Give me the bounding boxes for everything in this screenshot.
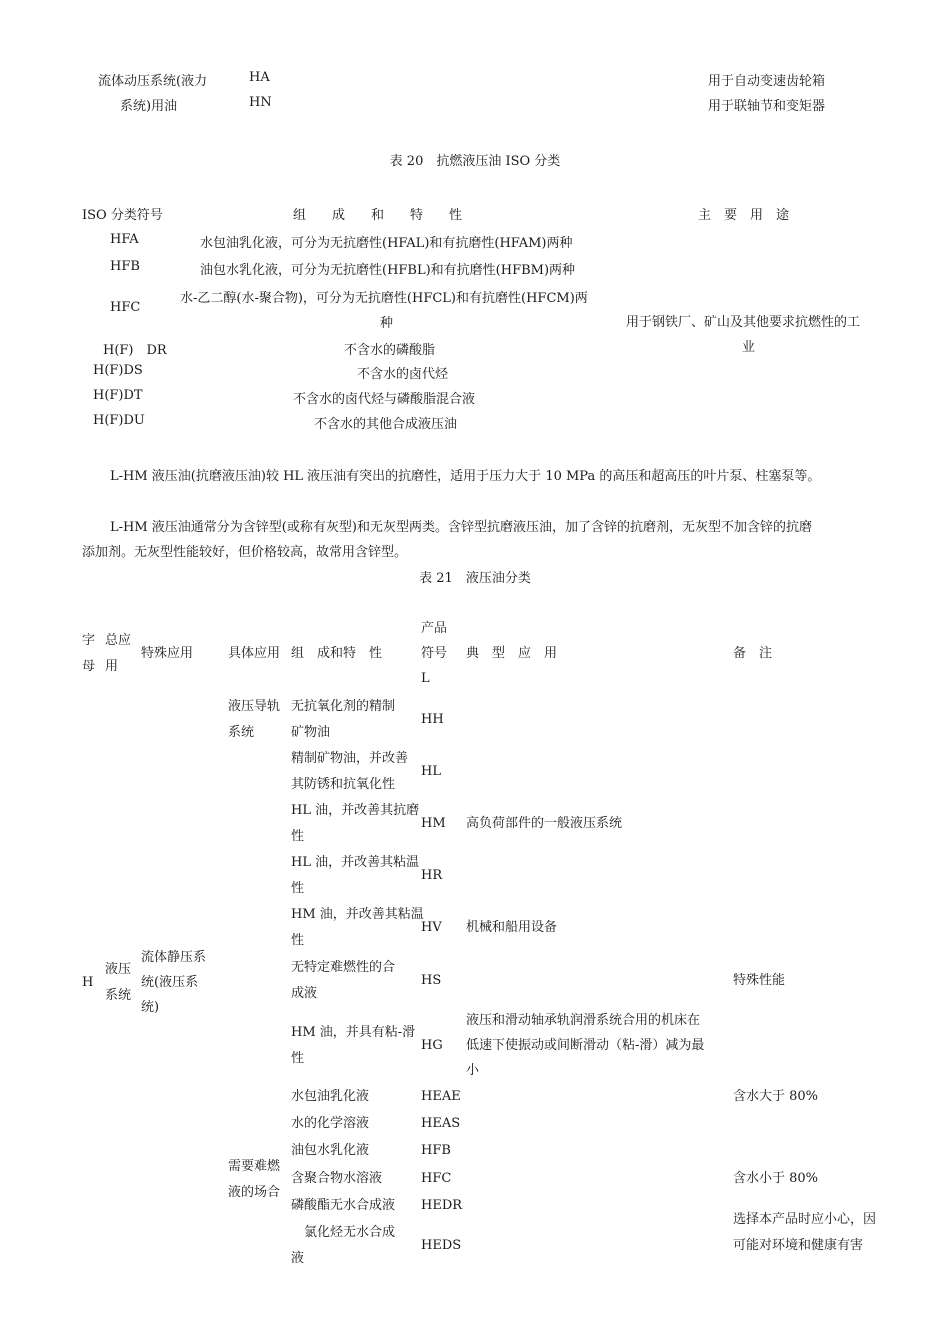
paragraph-2: L-HM 液压油通常分为含锌型(或称有灰型)和无灰型两类。含锌型抗磨液压油，加了含锌的抗磨剂，无灰型不加含锌的抗磨添加剂。无灰型性能较好，但价格较高，故常用含锌型。: [82, 520, 812, 560]
t21-row-heae-comp: 水包油乳化液: [291, 1089, 370, 1104]
t21-general-1: 液压: [105, 962, 132, 977]
t21-row-heds-remark-2: 可能对环境和健康有害: [733, 1238, 864, 1253]
t21-row-hm-code: HM: [421, 816, 446, 831]
table20-row-hfc-code: HFC: [110, 300, 141, 315]
t21-row-hr-comp-2: 性: [291, 881, 305, 896]
t21-row-hv-typical: 机械和船用设备: [466, 920, 558, 935]
table20-row-hfdr-code: H(F) DR: [103, 343, 167, 358]
t21-specific-1-line-1: 液压导轨: [228, 699, 281, 714]
paragraph-1: L-HM 液压油(抗磨液压油)较 HL 液压油有突出的抗磨性，适用于压力大于 10 MPa 的高压和超高压的叶片泵、柱塞泵等。: [110, 469, 821, 484]
top-row-1-name: 流体动压系统(液力: [98, 74, 208, 89]
t21-row-hv-comp-2: 性: [291, 933, 305, 948]
table20-row-hfa-code: HFA: [110, 232, 139, 247]
t21-row-hv-comp-1: HM 油，并改善其粘温: [291, 907, 424, 922]
t21-row-heas-comp: 水的化学溶液: [291, 1116, 370, 1131]
table20-header-use: 主 要 用 途: [698, 208, 790, 223]
t21-row-hm-comp-1: HL 油，并改善其抗磨: [291, 803, 420, 818]
table20-caption: 表 20 抗燃液压油 ISO 分类: [389, 154, 561, 169]
t21-general-2: 系统: [105, 988, 132, 1003]
t21-row-hg-comp-1: HM 油，并具有粘-滑: [291, 1025, 416, 1040]
t21-header-general-1: 总应: [105, 633, 132, 648]
t21-row-hedr-code: HEDR: [421, 1198, 463, 1213]
t21-specific-2-line-1: 需要难燃: [228, 1159, 281, 1174]
table20-use-line-2: 业: [742, 340, 756, 355]
t21-row-hfc-comp: 含聚合物水溶液: [291, 1171, 383, 1186]
t21-row-hfc-code: HFC: [421, 1171, 452, 1186]
t21-row-hfc-remark: 含水小于 80%: [733, 1171, 819, 1186]
t21-header-special: 特殊应用: [141, 646, 194, 661]
t21-row-hl-comp-1: 精制矿物油，并改善: [291, 751, 409, 766]
table20-header-code: ISO 分类符号: [82, 208, 163, 223]
t21-row-hg-typical-1: 液压和滑动轴承轨润滑系统合用的机床在: [466, 1013, 701, 1028]
t21-row-hfb-comp: 油包水乳化液: [291, 1143, 370, 1158]
t21-specific-1-line-2: 系统: [228, 725, 255, 740]
t21-header-code-2: 符号: [421, 646, 448, 661]
top-row-1-use: 用于自动变速齿轮箱: [708, 74, 826, 89]
t21-row-heae-remark: 含水大于 80%: [733, 1089, 819, 1104]
t21-row-hg-typical-2: 低速下使振动或间断滑动（粘-滑）减为最: [466, 1038, 705, 1053]
t21-special-2: 统(液压系: [141, 975, 199, 990]
table20-row-hfc-desc-1: 水-乙二醇(水-聚合物)，可分为无抗磨性(HFCL)和有抗磨性(HFCM)两: [180, 291, 588, 306]
top-row-2-name: 系统)用油: [120, 99, 178, 114]
top-row-1-code: HA: [249, 70, 270, 85]
top-row-2-code: HN: [249, 95, 272, 110]
t21-row-heds-comp-1: 氯化烃无水合成: [291, 1225, 396, 1240]
table20-row-hfdt-code: H(F)DT: [93, 388, 143, 403]
t21-special-1: 流体静压系: [141, 950, 207, 965]
t21-row-hr-code: HR: [421, 868, 443, 883]
table20-row-hfb-desc: 油包水乳化液，可分为无抗磨性(HFBL)和有抗磨性(HFBM)两种: [200, 263, 576, 278]
t21-row-heae-code: HEAE: [421, 1089, 461, 1104]
table20-row-hfc-desc-2: 种: [380, 316, 394, 331]
table20-use-line-1: 用于钢铁厂、矿山及其他要求抗燃性的工: [626, 315, 861, 330]
t21-row-heds-comp-2: 液: [291, 1251, 305, 1266]
table21-caption: 表 21 液压油分类: [419, 571, 531, 586]
table20-row-hfds-desc: 不含水的卤代烃: [357, 367, 449, 382]
t21-row-heds-remark-1: 选择本产品时应小心，因: [733, 1212, 877, 1227]
table20-row-hfb-code: HFB: [110, 259, 140, 274]
t21-row-hg-typical-3: 小: [466, 1063, 480, 1078]
t21-header-letter-2: 母: [82, 659, 96, 674]
table20-row-hfds-code: H(F)DS: [93, 363, 143, 378]
table20-row-hfa-desc: 水包油乳化液，可分为无抗磨性(HFAL)和有抗磨性(HFAM)两种: [200, 236, 573, 251]
t21-row-hl-comp-2: 其防锈和抗氧化性: [291, 777, 396, 792]
t21-special-3: 统): [141, 1000, 160, 1015]
table20-row-hfdu-desc: 不含水的其他合成液压油: [314, 417, 458, 432]
t21-row-hm-typical: 高负荷部件的一般液压系统: [466, 816, 623, 831]
t21-header-specific: 具体应用: [228, 646, 281, 661]
t21-row-hh-comp-2: 矿物油: [291, 725, 331, 740]
t21-row-hedr-comp: 磷酸酯无水合成液: [291, 1198, 396, 1213]
t21-header-remark: 备 注: [733, 646, 773, 661]
t21-row-hh-comp-1: 无抗氧化剂的精制: [291, 699, 396, 714]
t21-row-hs-code: HS: [421, 973, 442, 988]
t21-specific-2-line-2: 液的场合: [228, 1185, 281, 1200]
t21-row-hs-comp-2: 成液: [291, 986, 318, 1001]
t21-row-hs-remark: 特殊性能: [733, 973, 786, 988]
t21-header-general-2: 用: [105, 659, 119, 674]
t21-row-hg-code: HG: [421, 1038, 443, 1053]
t21-header-code-3: L: [421, 671, 430, 686]
t21-row-hfb-code: HFB: [421, 1143, 451, 1158]
t21-row-hv-code: HV: [421, 920, 442, 935]
t21-row-hl-code: HL: [421, 764, 441, 779]
table20-row-hfdt-desc: 不含水的卤代烃与磷酸脂混合液: [293, 392, 476, 407]
t21-header-composition: 组 成和特 性: [291, 646, 383, 661]
top-row-2-use: 用于联轴节和变矩器: [708, 99, 826, 114]
table20-row-hfdr-desc: 不含水的磷酸脂: [344, 343, 436, 358]
t21-header-letter-1: 字: [82, 633, 96, 648]
t21-row-heas-code: HEAS: [421, 1116, 461, 1131]
t21-header-typical: 典 型 应 用: [466, 646, 558, 661]
table20-row-hfdu-code: H(F)DU: [93, 413, 145, 428]
t21-row-hs-comp-1: 无特定难燃性的合: [291, 960, 396, 975]
t21-letter: H: [82, 975, 94, 990]
t21-row-hg-comp-2: 性: [291, 1051, 305, 1066]
table20-header-composition: 组 成 和 特 性: [293, 208, 463, 223]
t21-row-hh-code: HH: [421, 712, 444, 727]
t21-header-code-1: 产品: [421, 621, 448, 636]
t21-row-hm-comp-2: 性: [291, 829, 305, 844]
t21-row-hr-comp-1: HL 油，并改善其粘温: [291, 855, 420, 870]
t21-row-heds-code: HEDS: [421, 1238, 462, 1253]
